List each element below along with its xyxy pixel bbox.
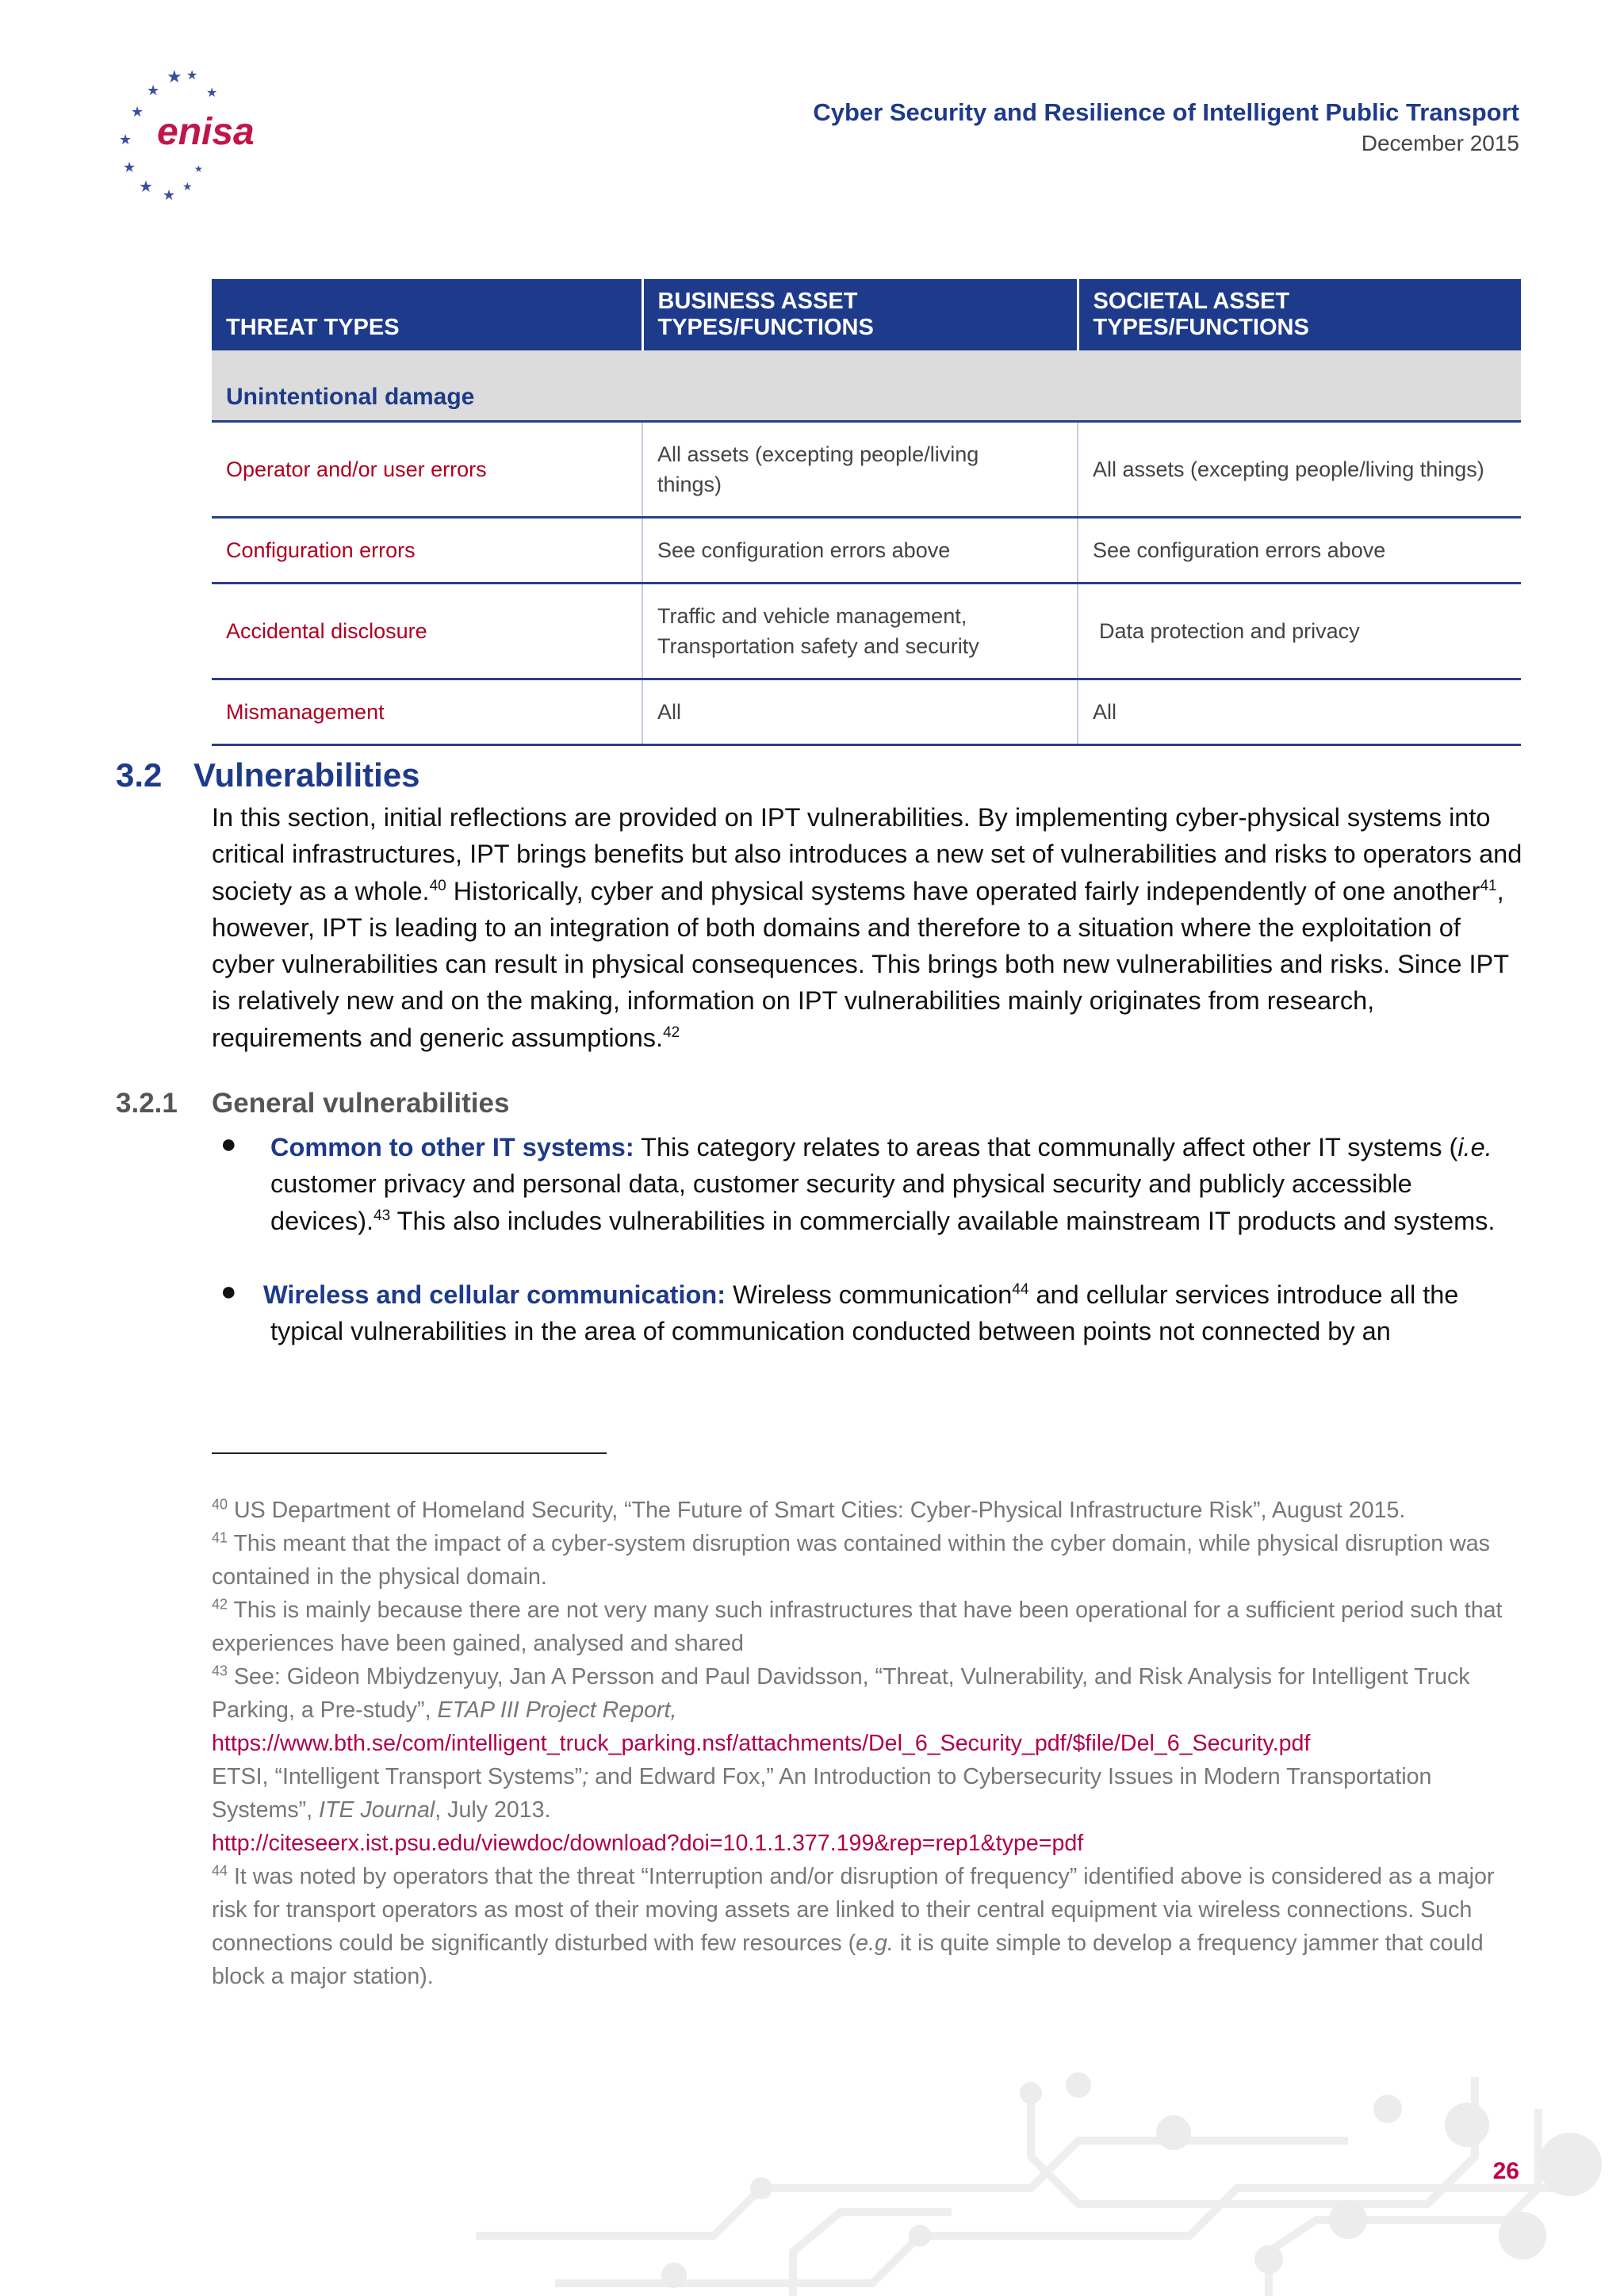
circuit-decoration [476, 2061, 1624, 2296]
footnote-text: , July 2013. [435, 1797, 551, 1823]
table-header-row [212, 279, 1521, 350]
bullet-text: and cellular services introduce all the [1028, 1280, 1459, 1309]
header-threat-types: THREAT TYPES [212, 279, 642, 350]
footnote-ref[interactable]: 43 [373, 1207, 391, 1224]
paragraph-text: Historically, cyber and physical systems have operated fairly independently of one another [446, 876, 1480, 905]
footnote-number: 42 [212, 1596, 228, 1613]
footnote-text-italic: ETAP III Project Report, [437, 1697, 677, 1723]
svg-text:★: ★ [131, 104, 144, 121]
bullet-text: This also includes vulnerabilities in commercially available mainstream IT products and systems. [390, 1206, 1496, 1235]
threat-cell: Operator and/or user errors [212, 422, 642, 518]
footnote-41 [212, 1527, 1528, 1594]
table-row [212, 518, 1521, 584]
footnote-separator [212, 1452, 607, 1454]
threat-cell: Configuration errors [212, 518, 642, 584]
subsection-title: General vulnerabilities [212, 1088, 510, 1119]
table-row [212, 422, 1521, 518]
societal-cell: All assets (excepting people/living things) [1078, 422, 1521, 518]
svg-text:★: ★ [182, 181, 193, 193]
svg-text:★: ★ [186, 67, 198, 82]
table-section-row [212, 350, 1521, 422]
paragraph-text: In this section, initial reflections are provided on IPT vulnerabilities. By implementing cyber-physical systems into critical infrastructures, IPT brings benefits but also introduces a new set of vulnerabilities and risks to operators and society as a whole. [212, 803, 1522, 905]
paragraph-text: , however, IPT is leading to an integration of both domains and therefore to a situation where the exploitation of cyber vulnerabilities can result in physical consequences. This brings both new vulnerabilities and risks. Since IPT is relatively new and on the making, information on IPT vulnerabilities mainly originates from research, requirements and generic assumptions. [212, 876, 1509, 1052]
footnote-text: and Edward Fox,” An Introduction to Cybersecurity Issues in Modern Transportation Systems”, [212, 1764, 1432, 1823]
page-number: 26 [1492, 2158, 1519, 2184]
section-paragraph [212, 799, 1528, 1056]
bullet-item [263, 1276, 1532, 1350]
bullet-icon: ● [220, 1276, 237, 1307]
threat-asset-table [212, 279, 1521, 746]
logo-text: enisa [157, 111, 255, 153]
header-societal-assets: SOCIETAL ASSET TYPES/FUNCTIONS [1078, 279, 1521, 350]
bullet-lead: Wireless and cellular communication: [263, 1280, 726, 1309]
footnote-text: See: Gideon Mbiydzenyuy, Jan A Persson and Paul Davidsson, “Threat, Vulnerability, and Risk Analysis for Intelligent Truck Parking, a Pre-study”, [212, 1664, 1470, 1723]
svg-text:★: ★ [139, 177, 153, 196]
footnote-text-italic: e.g. [856, 1931, 894, 1956]
footnote-ref[interactable]: 42 [663, 1024, 680, 1041]
footnote-43 [212, 1660, 1528, 1860]
footnote-number: 43 [212, 1663, 228, 1679]
svg-text:★: ★ [123, 159, 136, 176]
threat-cell: Accidental disclosure [212, 584, 642, 679]
business-cell: All assets (excepting people/living things) [642, 422, 1078, 518]
business-line: Traffic and vehicle management, [657, 604, 967, 628]
footnote-ref[interactable]: 41 [1480, 877, 1497, 894]
bullet-text: Wireless communication [726, 1280, 1013, 1309]
business-cell: See configuration errors above [642, 518, 1078, 584]
footnote-number: 40 [212, 1496, 228, 1513]
svg-text:★: ★ [194, 163, 203, 174]
business-cell: All [642, 679, 1078, 745]
header-business-assets: BUSINESS ASSET TYPES/FUNCTIONS [642, 279, 1078, 350]
bullet-icon: ● [220, 1129, 237, 1159]
footnote-ref[interactable]: 40 [429, 877, 446, 894]
footnote-40 [212, 1494, 1528, 1527]
footnote-link[interactable]: http://citeseerx.ist.psu.edu/viewdoc/download?doi=10.1.1.377.199&rep=rep1&type=pdf [212, 1831, 1084, 1856]
footnote-text: ETSI, “Intelligent Transport Systems” [212, 1764, 583, 1789]
bullet-text-italic: i.e. [1457, 1133, 1492, 1161]
section-title: Vulnerabilities [193, 756, 420, 794]
enisa-logo [111, 65, 270, 208]
table-row [212, 584, 1521, 679]
section-number: 3.2 [116, 756, 163, 794]
svg-text:★: ★ [206, 85, 218, 100]
footnote-text: This meant that the impact of a cyber-system disruption was contained within the cyber domain, while physical disruption was contained in the physical domain. [212, 1531, 1490, 1590]
section-unintentional-damage: Unintentional damage [212, 350, 1521, 422]
bullet-lead: Common to other IT systems: [270, 1133, 634, 1161]
footnote-44 [212, 1860, 1528, 1993]
document-date: December 2015 [1361, 131, 1519, 155]
footnote-number: 41 [212, 1529, 228, 1546]
threat-cell: Mismanagement [212, 679, 642, 745]
footnote-text: it is quite simple to develop a frequency jammer that could block a major station). [212, 1931, 1484, 1989]
business-cell [642, 584, 1078, 679]
bullet-text: customer privacy and personal data, customer security and physical security and publicly accessible devices). [270, 1169, 1412, 1235]
svg-text:★: ★ [147, 82, 160, 99]
document-title: Cyber Security and Resilience of Intelligent Public Transport [813, 98, 1519, 126]
societal-cell: Data protection and privacy [1078, 584, 1521, 679]
table-row [212, 679, 1521, 745]
svg-text:★: ★ [163, 187, 176, 204]
logo-star: ★ [167, 67, 182, 87]
footnote-ref[interactable]: 44 [1012, 1281, 1029, 1299]
footnote-text: This is mainly because there are not very many such infrastructures that have been operational for a sufficient period such that experiences have been gained, analysed and shared [212, 1598, 1503, 1656]
footnote-text: US Department of Homeland Security, “The Future of Smart Cities: Cyber-Physical Infrastructure Risk”, August 2015. [228, 1498, 1406, 1523]
footnote-text: It was noted by operators that the threat “Interruption and/or disruption of frequency” identified above is considered as a major risk for transport operators as most of their moving assets are linked to their central equipment via wireless connections. Such connections could be significantly disturbed with few resources ( [212, 1864, 1495, 1956]
footnote-number: 44 [212, 1862, 228, 1879]
footnotes [212, 1494, 1528, 1993]
footnote-text-italic: ; [582, 1764, 589, 1789]
footnote-42 [212, 1594, 1528, 1660]
bullet-item [270, 1129, 1531, 1239]
svg-text:★: ★ [119, 132, 132, 148]
business-line: Transportation safety and security [657, 634, 979, 658]
societal-cell: All [1078, 679, 1521, 745]
footnote-text-italic: ITE Journal [319, 1797, 435, 1823]
societal-cell: See configuration errors above [1078, 518, 1521, 584]
bullet-text: typical vulnerabilities in the area of communication conducted between points not connected by an [270, 1317, 1391, 1346]
bullet-text: This category relates to areas that communally affect other IT systems ( [634, 1133, 1458, 1161]
footnote-link[interactable]: https://www.bth.se/com/intelligent_truck_parking.nsf/attachments/Del_6_Security_pdf/$file/Del_6_Security.pdf [212, 1731, 1311, 1756]
subsection-number: 3.2.1 [116, 1088, 178, 1119]
